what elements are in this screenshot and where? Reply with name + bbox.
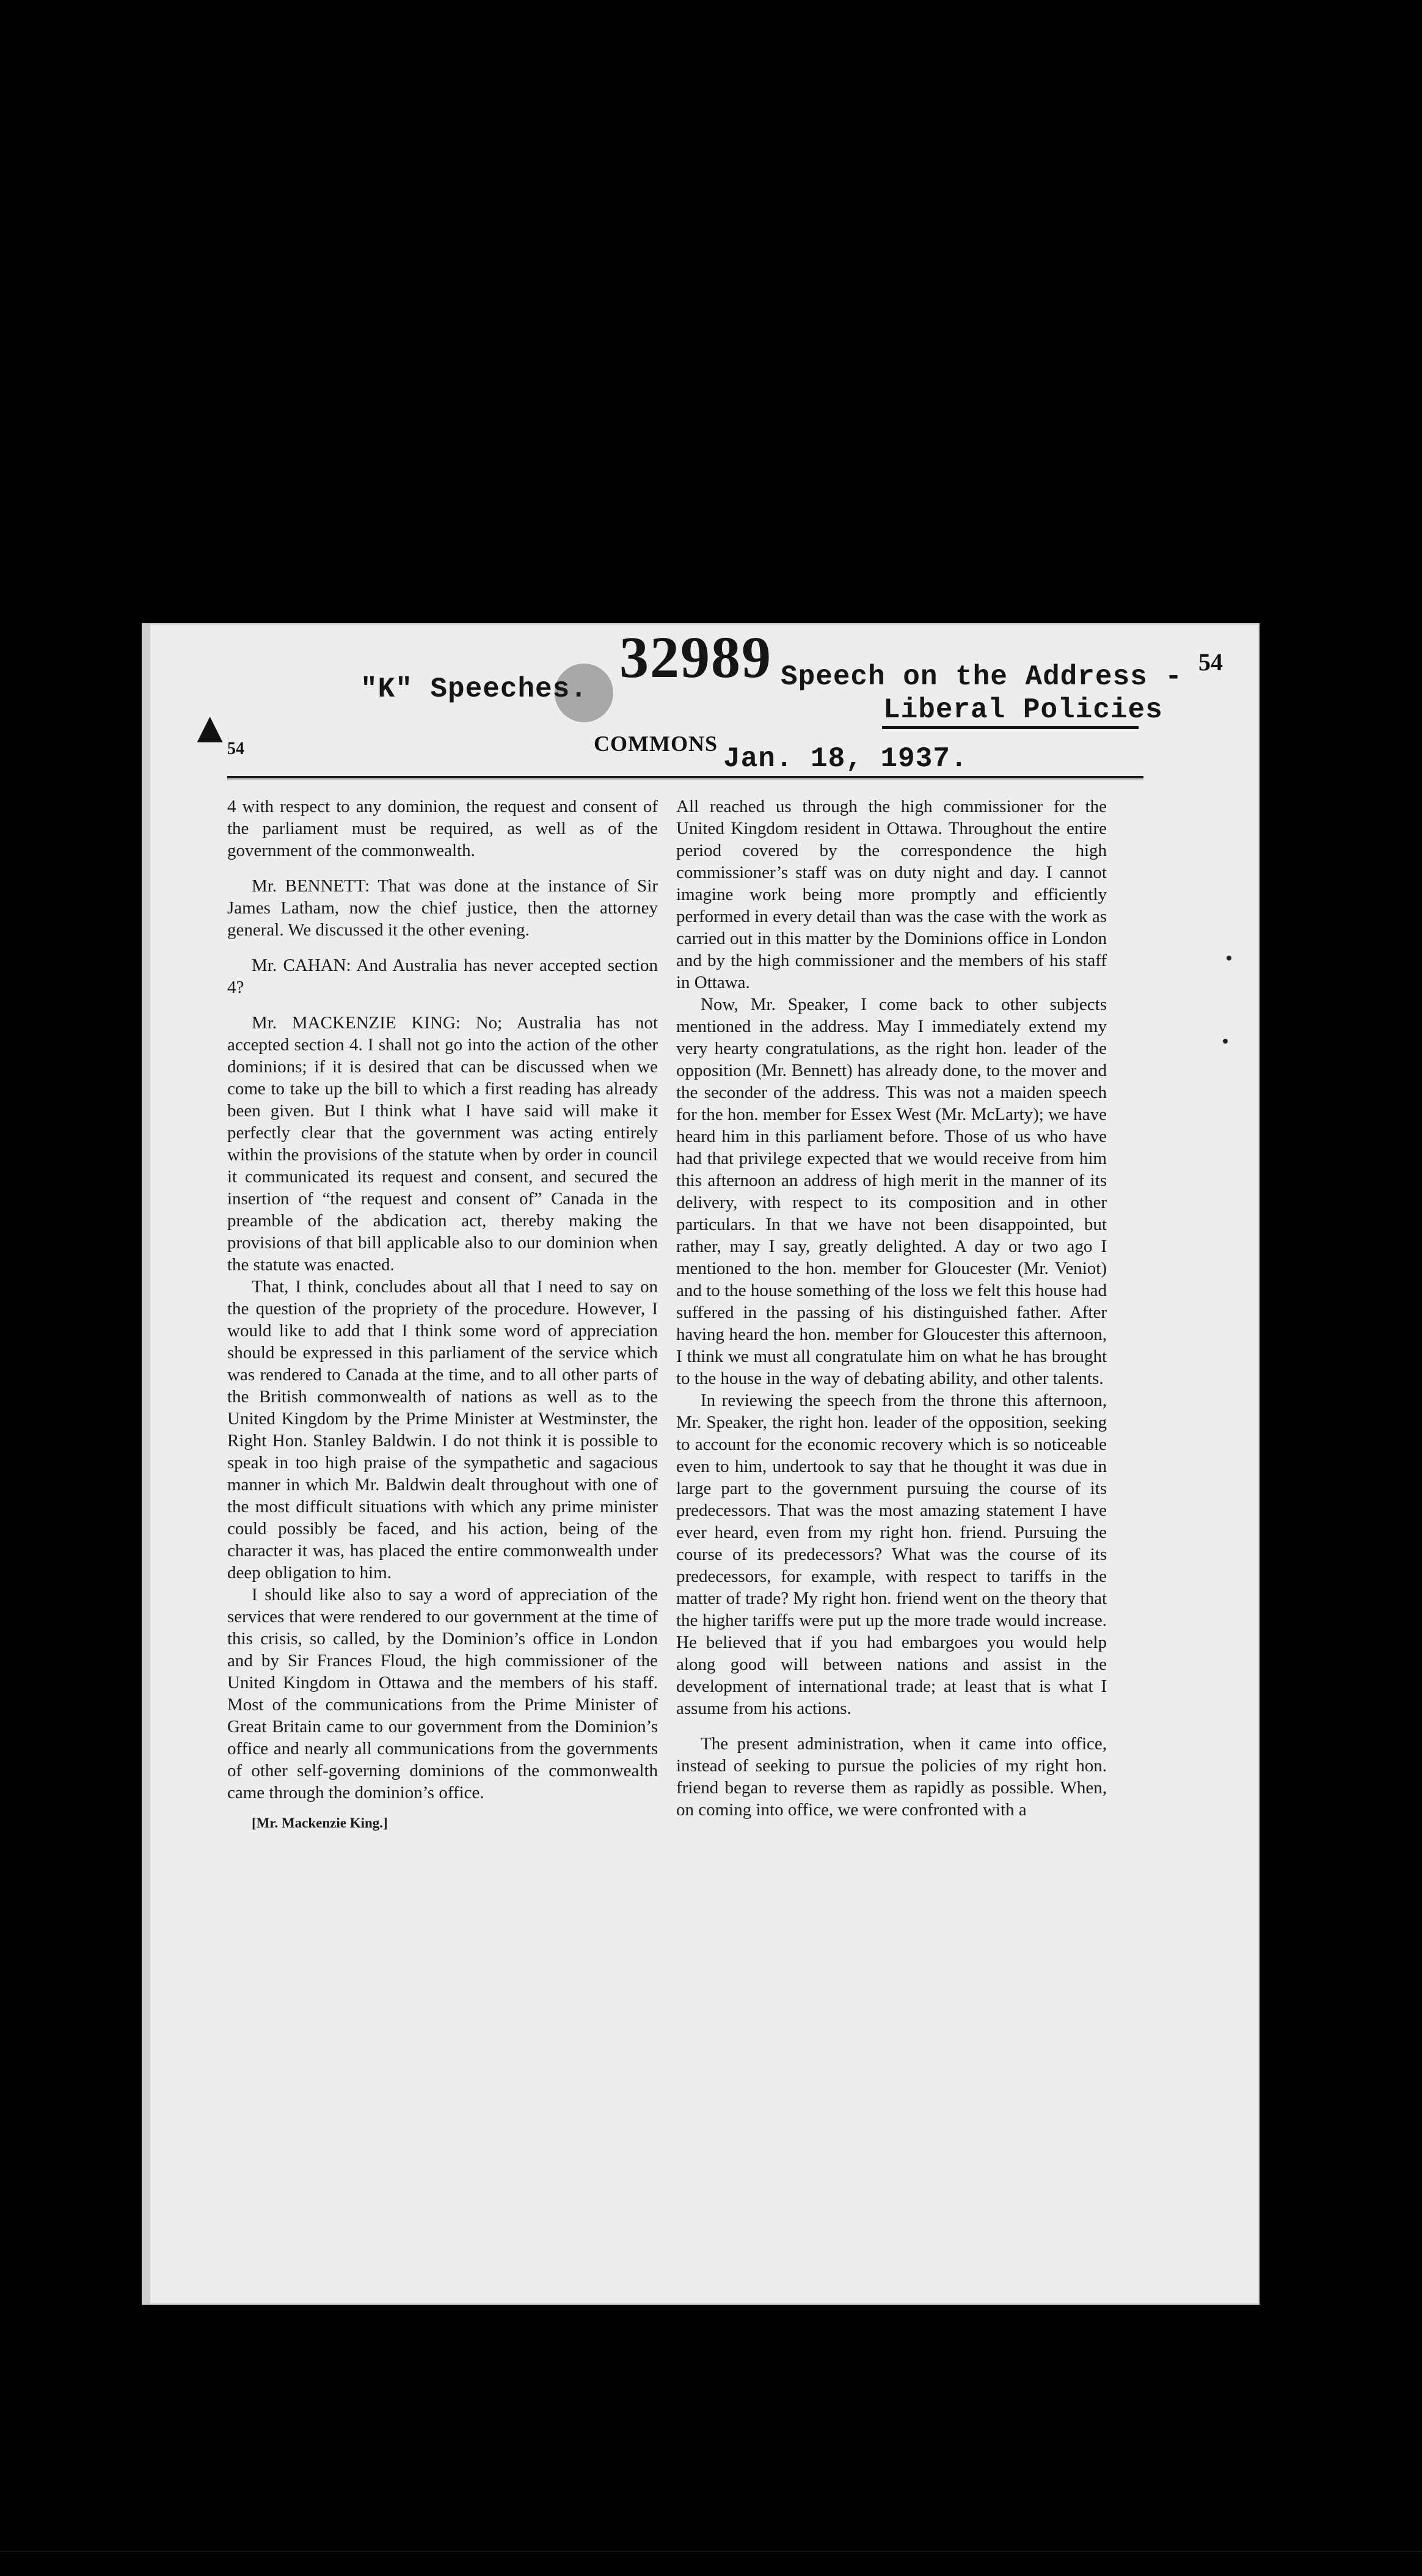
document-page (142, 623, 1260, 2305)
paragraph: Mr. CAHAN: And Australia has never accepted section 4? (227, 956, 658, 997)
header-rule (227, 776, 1143, 778)
speaker-footer: [Mr. Mackenzie King.] (252, 1815, 388, 1831)
date-stamp: Jan. 18, 1937. (723, 743, 968, 775)
paragraph: 4 with respect to any dominion, the request and consent of the parliament must be required, as well as of the government of the commonwealth. (227, 797, 658, 860)
paragraph: The present administration, when it came into office, instead of seeking to pursue the policies of my right hon. friend began to reverse them as rapidly as possible. When, on coming into office, we were confronted with a (676, 1734, 1107, 1820)
running-head: COMMONS (594, 731, 718, 756)
page-number: 54 (227, 739, 244, 758)
paragraph: Mr. MACKENZIE KING: No; Australia has not accepted section 4. I shall not go into the action of the other dominions; if it is desired that can be discussed when we come to take up the bill to which a first reading has already been given. But I think what I have said will make it perfectly clear that the government was acting entirely within the provisions of the statute when by order in council it communicated its request and consent, and secured the insertion of “the request and consent of” Canada in the preamble of the abdication act, thereby making the provisions of that bill applicable also to our dominion when the statute was enacted. (227, 1013, 658, 1275)
speck-mark (1223, 1039, 1228, 1044)
paragraph: In reviewing the speech from the throne this afternoon, Mr. Speaker, the right hon. leader of the opposition, seeking to account for the economic recovery which is so noticeable even to him, undertook to say that he thought it was due in large part to the government pursuing the course of its predecessors. That was the most amazing statement I have ever heard, even from my right hon. friend. Pursuing the course of its predecessors? What was the course of its predecessors, for example, with respect to tariffs in the matter of trade? My right hon. friend went on the theory that the higher tariffs were put up the more trade would increase. He believed that if you had embargoes you would help along good will between nations and assist in the development of international trade; at least that is what I assume from his actions. (676, 1391, 1107, 1718)
speck-mark (1227, 956, 1231, 961)
stamp-underline (882, 726, 1139, 729)
speech-title-stamp-line1: Speech on the Address - (781, 661, 1183, 693)
paragraph: That, I think, concludes about all that I need to say on the question of the propriety of the procedure. However, I would like to add that I think some word of appreciation should be expressed in this parliament of the service which was rendered to Canada at the time, and to all other parts of the British commonwealth of nations as well as to the United Kingdom by the Prime Minister at Westminster, the Right Hon. Stanley Baldwin. I do not think it is possible to speak in too high praise of the sympathetic and sagacious manner in which Mr. Baldwin dealt throughout with one of the most difficult situations with which any prime minister could possibly be faced, and his action, being of the character it was, has placed the entire commonwealth under deep obligation to him. (227, 1277, 658, 1583)
paragraph: I should like also to say a word of appreciation of the services that were rendered to our government at the time of this crisis, so called, by the Dominion’s office in London and by Sir Frances Floud, the high commissioner of the United Kingdom in Ottawa and the members of his staff. Most of the communications from the Prime Minister of Great Britain came to our government from the Dominion’s office and nearly all communications from the governments of other self-governing dominions of the commonwealth came through the dominion’s office. (227, 1585, 658, 1802)
paragraph: Now, Mr. Speaker, I come back to other subjects mentioned in the address. May I immediately extend my very hearty congratulations, as the right hon. leader of the opposition (Mr. Bennett) has already done, to the mover and the seconder of the address. This was not a maiden speech for the hon. member for Essex West (Mr. McLarty); we have heard him in this parliament before. Those of us who have had that privilege expected that we would receive from him this afternoon an address of high merit in the manner of its delivery, with respect to its composition and in other particulars. In that we have not been disappointed, but rather, may I say, greatly delighted. A day or two ago I mentioned to the hon. member for Gloucester (Mr. Veniot) and to the house something of the loss we felt this house had suffered in the passing of his distinguished father. After having heard the hon. member for Gloucester this afternoon, I think we must all congratulate him on what he has brought to the house in the way of debating ability, and other talents. (676, 995, 1107, 1388)
paragraph: Mr. BENNETT: That was done at the instance of Sir James Latham, now the chief justice, then the attorney general. We discussed it the other evening. (227, 876, 658, 940)
handwritten-mark: ▲ (188, 703, 232, 752)
page-edge (142, 623, 150, 2305)
archive-number-stamp: 32989 (619, 624, 772, 690)
corner-page-number: 54 (1198, 648, 1223, 676)
k-speeches-stamp: "K" Speeches. (360, 673, 588, 705)
paragraph: All reached us through the high commissioner for the United Kingdom resident in Ottawa. Throughout the entire period covered by the correspondence the high commissioner’s staff was on duty night and day. I cannot imagine work being more promptly and efficiently performed in every detail than was the case with the work as carried out in this matter by the Dominions office in London and by the high commissioner and the members of his staff in Ottawa. (676, 797, 1107, 992)
right-column (676, 796, 1107, 1821)
speech-title-stamp-line2: Liberal Policies (883, 694, 1163, 726)
left-column (227, 796, 658, 1834)
